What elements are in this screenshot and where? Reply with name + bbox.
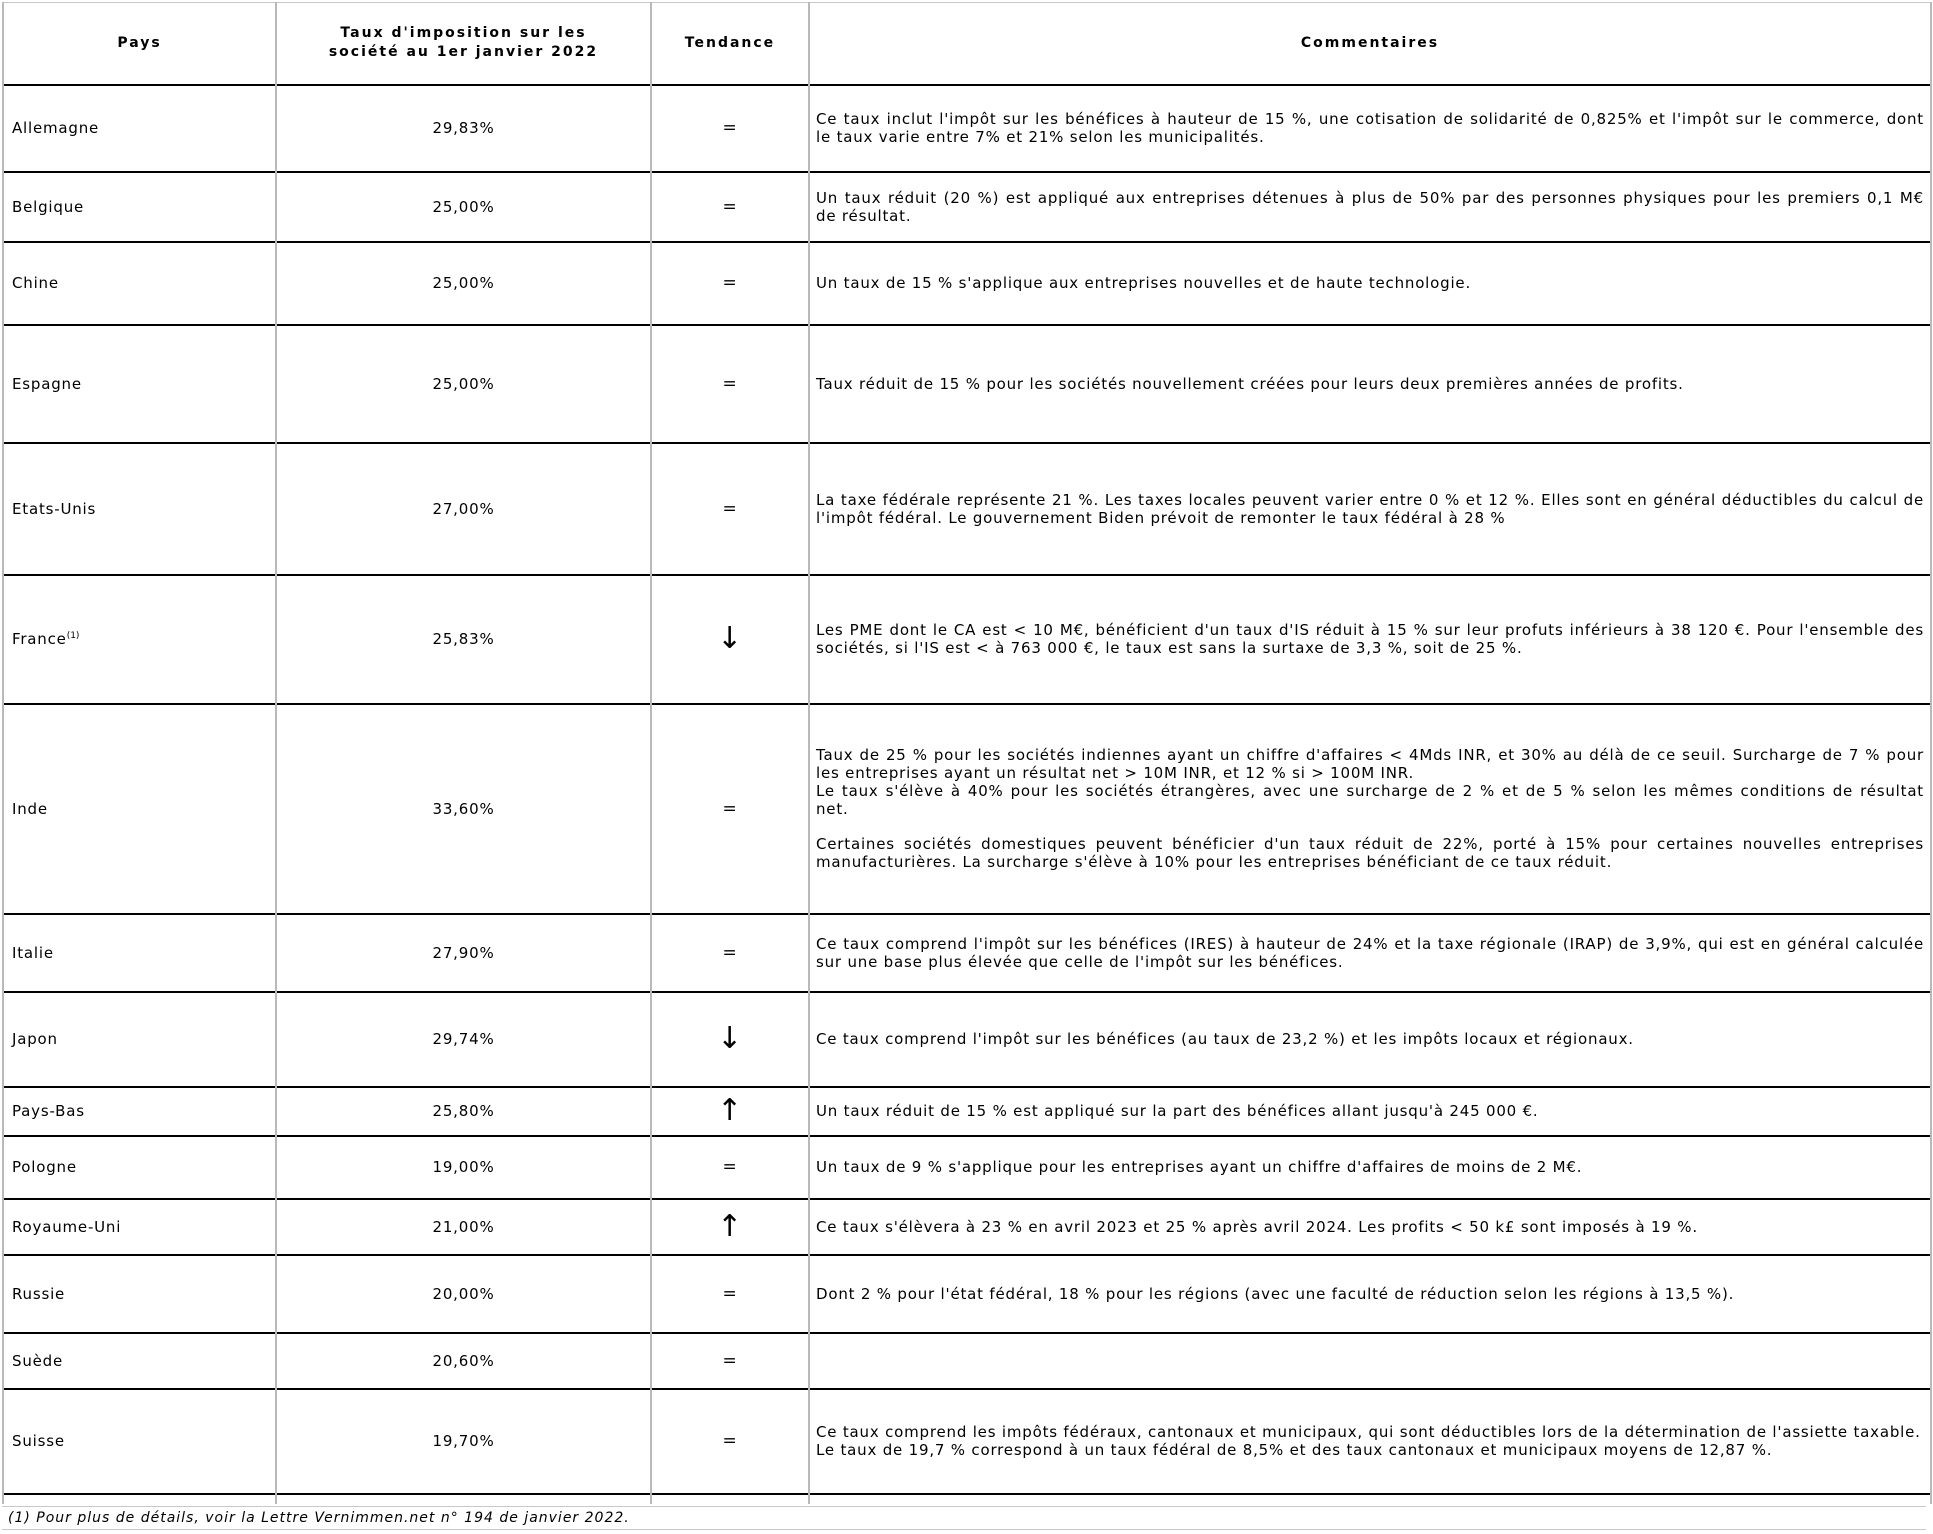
trend-equal-icon: =	[722, 373, 738, 394]
table-row	[3, 443, 1931, 575]
table-row	[3, 85, 1931, 172]
tax-rate: 27,00%	[432, 499, 495, 518]
table-body	[3, 85, 1931, 1504]
column-header-rate	[276, 3, 651, 85]
country-cell	[3, 325, 276, 443]
rate-cell	[276, 242, 651, 325]
comment-cell	[809, 85, 1931, 172]
comment-text: La taxe fédérale représente 21 %. Les taxes locales peuvent varier entre 0 % et 12 %. Elles sont en général déductibles du calcul de l'impôt fédéral. Le gouvernement Biden prévoit de remonter le taux fédéral à 28 %	[816, 490, 1924, 527]
trend-cell	[651, 172, 809, 242]
country-cell	[3, 172, 276, 242]
tax-rate: 25,00%	[432, 274, 495, 292]
rate-cell	[276, 1333, 651, 1389]
tax-rate-table	[2, 2, 1932, 1504]
comment-text: Ce taux comprend les impôts fédéraux, cantonaux et municipaux, qui sont déductibles lors de la détermination de l'assiette taxable. Le taux de 19,7 % correspond à un taux fédéral de 8,5% et des taux cantonaux et municipaux moyens de 12,87 %.	[816, 1423, 1921, 1459]
tax-rate: 25,83%	[432, 630, 495, 648]
country-cell	[3, 1087, 276, 1136]
trend-cell	[651, 1333, 809, 1389]
comment-block	[816, 110, 1924, 146]
table-row	[3, 1199, 1931, 1255]
trend-equal-icon: =	[722, 942, 738, 963]
table-row	[3, 1333, 1931, 1389]
spacer-cell	[276, 1494, 651, 1504]
comment-text: Ce taux comprend l'impôt sur les bénéfices (IRES) à hauteur de 24% et la taxe régionale (IRAP) de 3,9%, qui est en général calculée sur une base plus élevée que celle de l'impôt sur les bénéfices.	[816, 934, 1924, 971]
comment-text: Un taux réduit de 15 % est appliqué sur la part des bénéfices allant jusqu'à 245 000 €.	[816, 1102, 1539, 1120]
trend-cell	[651, 1389, 809, 1494]
country-name: Russie	[12, 1284, 66, 1303]
column-header-rate-line2: société au 1er janvier 2022	[328, 44, 599, 61]
column-header-rate-line1: Taux d'imposition sur les	[340, 25, 587, 42]
comment-text: Taux réduit de 15 % pour les sociétés nouvellement créées pour leurs deux premières années de profits.	[816, 374, 1684, 393]
trend-cell	[651, 1255, 809, 1333]
trend-equal-icon: =	[722, 1350, 738, 1371]
tax-rate: 25,80%	[432, 1102, 495, 1120]
comment-cell	[809, 325, 1931, 443]
rate-cell	[276, 443, 651, 575]
country-name: Suède	[12, 1351, 64, 1370]
country-name: Etats-Unis	[12, 499, 97, 518]
comment-text: Ce taux comprend l'impôt sur les bénéfices (au taux de 23,2 %) et les impôts locaux et régionaux.	[816, 1030, 1634, 1048]
rate-cell	[276, 85, 651, 172]
rate-cell	[276, 1255, 651, 1333]
comment-cell	[809, 443, 1931, 575]
comment-cell	[809, 1199, 1931, 1255]
country-cell	[3, 1333, 276, 1389]
comment-block	[816, 835, 1924, 871]
trend-cell	[651, 1087, 809, 1136]
tax-rate: 20,60%	[432, 1351, 495, 1370]
rate-cell	[276, 1136, 651, 1199]
tax-rate: 21,00%	[432, 1217, 495, 1236]
comment-block	[816, 1218, 1924, 1236]
trend-equal-icon: =	[722, 118, 738, 138]
tax-rate: 33,60%	[432, 799, 495, 818]
country-name: Royaume-Uni	[12, 1217, 122, 1236]
country-name: Inde	[12, 799, 48, 818]
comment-text: Un taux réduit (20 %) est appliqué aux entreprises détenues à plus de 50% par des personnes physiques pour les premiers 0,1 M€ de résultat.	[816, 188, 1924, 225]
comment-cell	[809, 242, 1931, 325]
country-cell	[3, 992, 276, 1087]
country-cell	[3, 1389, 276, 1494]
country-cell	[3, 1199, 276, 1255]
trend-cell	[651, 575, 809, 704]
comment-cell	[809, 914, 1931, 992]
trend-arrow-icon: ↑	[717, 1208, 743, 1244]
table-row	[3, 1389, 1931, 1494]
rate-cell	[276, 575, 651, 704]
comment-cell	[809, 1136, 1931, 1199]
comment-block	[816, 1102, 1924, 1120]
country-name: Suisse	[12, 1432, 65, 1450]
trend-cell	[651, 992, 809, 1087]
comment-cell	[809, 1389, 1931, 1494]
table-row	[3, 1087, 1931, 1136]
country-name: Allemagne	[12, 119, 100, 137]
tax-rate: 27,90%	[432, 943, 495, 962]
comment-cell	[809, 704, 1931, 914]
trend-equal-icon: =	[722, 196, 738, 217]
country-name: Italie	[12, 943, 54, 962]
tax-rate: 19,70%	[432, 1432, 495, 1450]
country-cell	[3, 242, 276, 325]
country-name: Espagne	[12, 374, 82, 393]
country-cell	[3, 1136, 276, 1199]
table-row	[3, 1136, 1931, 1199]
table-row	[3, 914, 1931, 992]
comment-block	[816, 1030, 1924, 1048]
trend-equal-icon: =	[722, 1431, 738, 1451]
comment-cell	[809, 1087, 1931, 1136]
header-row	[3, 3, 1931, 85]
country-cell	[3, 704, 276, 914]
comment-text: Ce taux inclut l'impôt sur les bénéfices à hauteur de 15 %, une cotisation de solidarité de 0,825% et l'impôt sur le commerce, dont le taux varie entre 7% et 21% selon les municipalités.	[816, 110, 1924, 146]
trend-cell	[651, 443, 809, 575]
comment-cell	[809, 172, 1931, 242]
spacer-cell	[809, 1494, 1931, 1504]
comment-block	[816, 375, 1924, 393]
trend-arrow-icon: ↑	[717, 1093, 743, 1128]
comment-block	[816, 1158, 1924, 1176]
country-name: France	[12, 630, 67, 648]
rate-cell	[276, 1087, 651, 1136]
comment-block	[816, 1285, 1924, 1303]
trend-cell	[651, 85, 809, 172]
country-cell	[3, 914, 276, 992]
country-cell	[3, 575, 276, 704]
country-name: Belgique	[12, 197, 85, 216]
comment-block	[816, 274, 1924, 292]
country-name: Chine	[12, 274, 59, 292]
comment-block	[816, 1423, 1924, 1459]
comment-block	[816, 491, 1924, 527]
trend-cell	[651, 242, 809, 325]
comment-text: Un taux de 15 % s'applique aux entreprises nouvelles et de haute technologie.	[816, 274, 1472, 292]
column-header-comments-label: Commentaires	[1300, 34, 1440, 51]
table-row	[3, 704, 1931, 914]
comment-cell	[809, 992, 1931, 1087]
column-header-country	[3, 3, 276, 85]
column-header-trend-label: Tendance	[684, 34, 776, 51]
country-name: Pays-Bas	[12, 1102, 85, 1120]
comment-text: Les PME dont le CA est < 10 M€, bénéficient d'un taux d'IS réduit à 15 % sur leur profuts inférieurs à 38 120 €. Pour l'ensemble des sociétés, si l'IS est < à 763 000 €, le taux est sans la surtaxe de 3,3 %, soit de 25 %.	[816, 621, 1924, 657]
country-cell	[3, 1255, 276, 1333]
table-row	[3, 242, 1931, 325]
rate-cell	[276, 1199, 651, 1255]
trend-cell	[651, 325, 809, 443]
column-header-comments	[809, 3, 1931, 85]
column-header-trend	[651, 3, 809, 85]
table-row	[3, 325, 1931, 443]
table-header	[3, 3, 1931, 85]
column-header-country-label: Pays	[117, 34, 162, 51]
comment-cell	[809, 575, 1931, 704]
table-row	[3, 1255, 1931, 1333]
comment-text: Ce taux s'élèvera à 23 % en avril 2023 et 25 % après avril 2024. Les profits < 50 k£ sont imposés à 19 %.	[816, 1217, 1698, 1236]
trend-cell	[651, 704, 809, 914]
trend-arrow-icon: ↓	[717, 621, 743, 656]
country-cell	[3, 443, 276, 575]
comment-block	[816, 935, 1924, 971]
tax-rate: 25,00%	[432, 374, 495, 393]
trend-equal-icon: =	[722, 798, 738, 819]
trend-cell	[651, 914, 809, 992]
comment-text: Un taux de 9 % s'applique pour les entreprises ayant un chiffre d'affaires de moins de 2 M€.	[816, 1158, 1583, 1176]
tax-rate: 29,83%	[432, 119, 495, 137]
spacer-row	[3, 1494, 1931, 1504]
comment-cell	[809, 1333, 1931, 1389]
comment-block	[816, 746, 1924, 818]
spacer-cell	[3, 1494, 276, 1504]
comment-text: Taux de 25 % pour les sociétés indiennes ayant un chiffre d'affaires < 4Mds INR, et 30% au délà de ce seuil. Surcharge de 7 % pour les entreprises ayant un résultat net > 10M INR, et 12 % si > 100M INR.	[816, 746, 1924, 782]
trend-arrow-icon: ↓	[717, 1021, 743, 1056]
rate-cell	[276, 325, 651, 443]
trend-equal-icon: =	[722, 1157, 738, 1177]
rate-cell	[276, 704, 651, 914]
table-row	[3, 172, 1931, 242]
country-cell	[3, 85, 276, 172]
comment-cell	[809, 1255, 1931, 1333]
comment-text: Certaines sociétés domestiques peuvent bénéficier d'un taux réduit de 22%, porté à 15% pour certaines nouvelles entreprises manufacturières. La surcharge s'élève à 10% pour les entreprises bénéficiant de ce taux réduit.	[816, 835, 1924, 871]
comment-text: Dont 2 % pour l'état fédéral, 18 % pour les régions (avec une faculté de réduction selon les régions à 13,5 %).	[816, 1284, 1735, 1303]
country-name: Pologne	[12, 1158, 77, 1176]
trend-equal-icon: =	[722, 1283, 738, 1304]
rate-cell	[276, 1389, 651, 1494]
rate-cell	[276, 172, 651, 242]
tax-rate: 25,00%	[432, 197, 495, 216]
tax-rate: 29,74%	[432, 1030, 495, 1048]
trend-cell	[651, 1136, 809, 1199]
tax-rate: 19,00%	[432, 1158, 495, 1176]
country-name: Japon	[12, 1030, 58, 1048]
tax-rate: 20,00%	[432, 1284, 495, 1303]
comment-block	[816, 621, 1924, 657]
trend-equal-icon: =	[722, 498, 738, 519]
spacer-cell	[651, 1494, 809, 1504]
rate-cell	[276, 992, 651, 1087]
trend-cell	[651, 1199, 809, 1255]
rate-cell	[276, 914, 651, 992]
footnote-marker: (1)	[66, 631, 80, 641]
table-row	[3, 575, 1931, 704]
comment-block	[816, 189, 1924, 225]
footnote: (1) Pour plus de détails, voir la Lettre Vernimmen.net n° 194 de janvier 2022.	[2, 1506, 1926, 1530]
trend-equal-icon: =	[722, 273, 738, 293]
comment-text: Le taux s'élève à 40% pour les sociétés étrangères, avec une surcharge de 2 % et de 5 % selon les mêmes conditions de résultat net.	[816, 782, 1924, 818]
table-row	[3, 992, 1931, 1087]
